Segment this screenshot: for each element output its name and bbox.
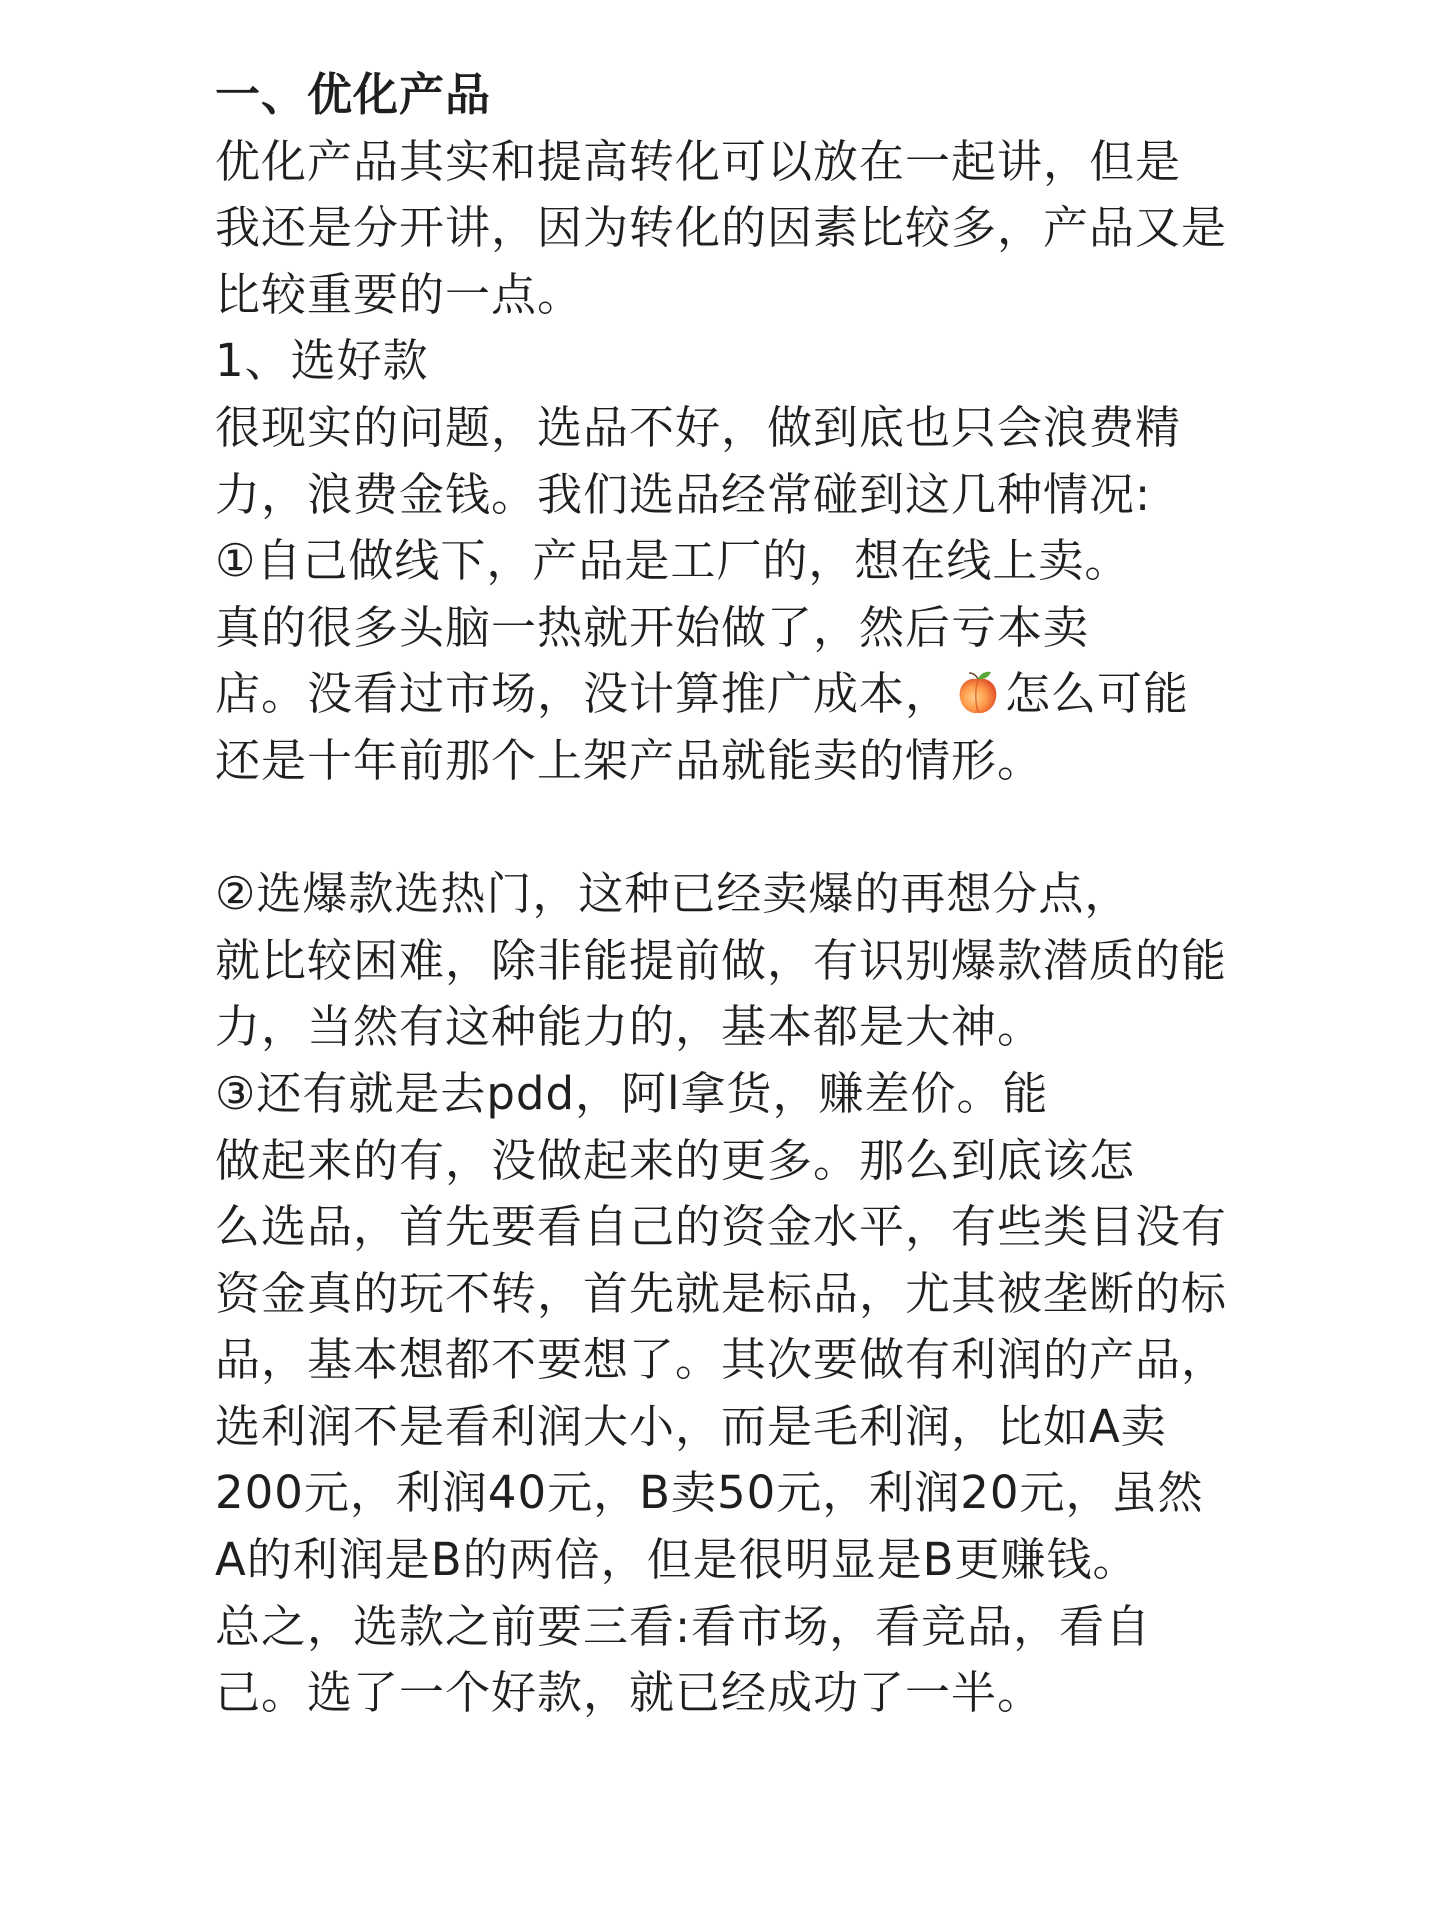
paragraph-line: 比较重要的一点。: [215, 267, 584, 321]
paragraph-line: 还是十年前那个上架产品就能卖的情形。: [215, 733, 1044, 787]
paragraph-line: 做起来的有，没做起来的更多。那么到底该怎: [215, 1133, 1136, 1187]
paragraph-line: 优化产品其实和提高转化可以放在一起讲，但是: [215, 134, 1182, 188]
paragraph-line: 品，基本想都不要想了。其次要做有利润的产品，: [215, 1333, 1228, 1387]
paragraph-line: 力，浪费金钱。我们选品经常碰到这几种情况:: [215, 467, 1152, 521]
paragraph-line: 力，当然有这种能力的，基本都是大神。: [215, 1000, 1044, 1054]
article-body: [215, 62, 1255, 1727]
paragraph-line: 我还是分开讲，因为转化的因素比较多，产品又是: [215, 201, 1228, 255]
paragraph-line: 己。选了一个好款，就已经成功了一半。: [215, 1666, 1044, 1720]
list-item-1-line: ①自己做线下，产品是工厂的，想在线上卖。: [215, 534, 1131, 588]
section-heading: 一、优化产品: [215, 68, 492, 121]
list-item-3-line: ③还有就是去pdd，阿l拿货，赚差价。能: [215, 1066, 1049, 1120]
paragraph-spacer: [215, 795, 1255, 862]
paragraph-text: 店。没看过市场，没计算推广成本，: [215, 667, 952, 721]
paragraph-line: 资金真的玩不转，首先就是标品，尤其被垄断的标: [215, 1266, 1228, 1320]
paragraph-line: 选利润不是看利润大小，而是毛利润，比如A卖: [215, 1399, 1167, 1453]
subheading: 1、选好款: [215, 334, 429, 388]
peach-icon: [953, 667, 1003, 717]
paragraph-line: A的利润是B的两倍，但是很明显是B更赚钱。: [215, 1533, 1139, 1587]
paragraph-line: 就比较困难，除非能提前做，有识别爆款潜质的能: [215, 933, 1228, 987]
paragraph-line: 总之，选款之前要三看:看市场，看竞品，看自: [215, 1599, 1152, 1653]
paragraph-line: 很现实的问题，选品不好，做到底也只会浪费精: [215, 400, 1182, 454]
paragraph-line: 真的很多头脑一热就开始做了，然后亏本卖: [215, 600, 1090, 654]
paragraph-text: 怎么可能: [1005, 667, 1190, 721]
paragraph-line-with-emoji: [215, 661, 1255, 728]
paragraph-line: 200元，利润40元，B卖50元，利润20元，虽然: [215, 1466, 1204, 1520]
paragraph-line: 么选品，首先要看自己的资金水平，有些类目没有: [215, 1200, 1228, 1254]
list-item-2-line: ②选爆款选热门，这种已经卖爆的再想分点，: [215, 867, 1131, 921]
